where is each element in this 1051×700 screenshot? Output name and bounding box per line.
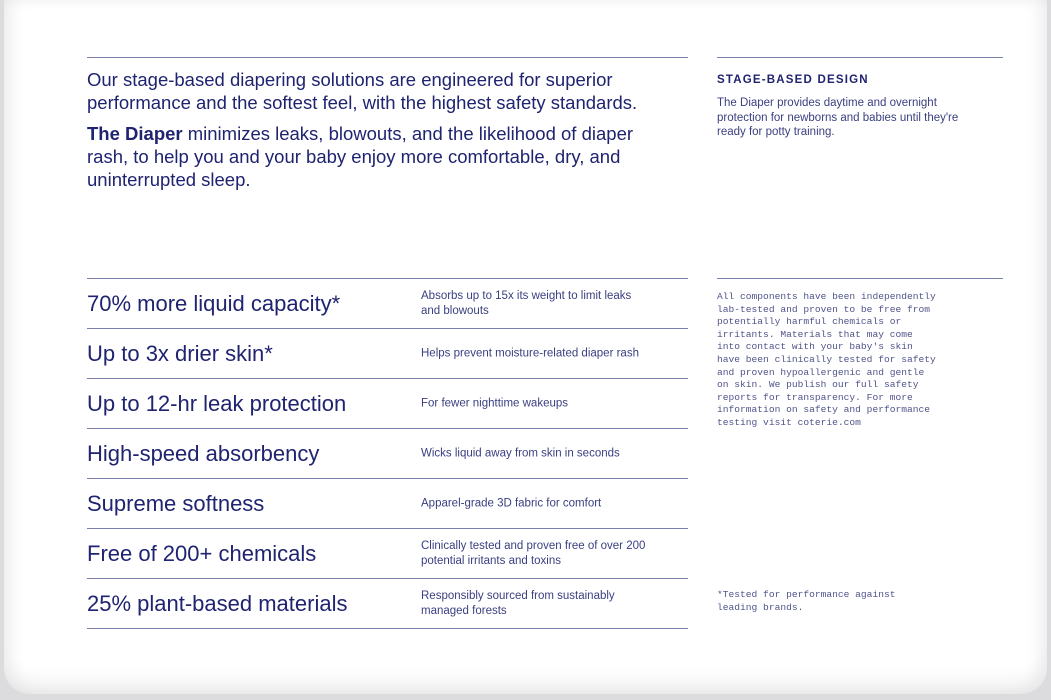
stage-based-design-title: STAGE-BASED DESIGN	[717, 74, 869, 86]
intro-paragraph-2-rest: minimizes leaks, blowouts, and the likelihood of diaper rash, to help you and your baby enjoy more comfortable, dry, and uninterrupted sleep.	[87, 123, 634, 190]
feature-row	[87, 529, 688, 579]
top-rule-left	[87, 57, 688, 58]
feature-row	[87, 579, 688, 629]
stage-based-design-text: The Diaper provides daytime and overnight protection for newborns and babies until they're ready for potty training.	[717, 97, 959, 138]
features-top-rule-right	[717, 278, 1003, 279]
feature-title: Up to 3x drier skin*	[87, 340, 273, 366]
brand-name: The Diaper	[87, 123, 183, 144]
footnote: *Tested for performance against leading brands.	[717, 589, 896, 613]
intro-text	[87, 68, 647, 191]
intro-paragraph-1: Our stage-based diapering solutions are engineered for superior performance and the softest feel, with the highest safety standards.	[87, 69, 638, 113]
feature-description: Absorbs up to 15x its weight to limit leaks and blowouts	[421, 289, 632, 317]
feature-description: Clinically tested and proven free of over 200 potential irritants and toxins	[421, 539, 646, 567]
feature-description: Responsibly sourced from sustainably managed forests	[421, 589, 615, 617]
feature-row	[87, 279, 688, 329]
feature-title: Up to 12-hr leak protection	[87, 390, 347, 416]
feature-description: Helps prevent moisture-related diaper rash	[421, 347, 639, 359]
feature-title: Free of 200+ chemicals	[87, 540, 317, 566]
feature-description: Apparel-grade 3D fabric for comfort	[421, 497, 602, 509]
feature-row	[87, 329, 688, 379]
package-panel	[4, 0, 1047, 694]
feature-title: 25% plant-based materials	[87, 590, 348, 616]
feature-title: 70% more liquid capacity*	[87, 290, 341, 316]
top-rule-right	[717, 57, 1003, 58]
feature-row	[87, 479, 688, 529]
intro-paragraph-2	[87, 122, 647, 191]
feature-row	[87, 379, 688, 429]
feature-list	[87, 279, 688, 629]
feature-description: Wicks liquid away from skin in seconds	[421, 447, 620, 459]
safety-statement: All components have been independently lab-tested and proven to be free from potentially harmful chemicals or irritants. Materials that may come into contact with your baby's skin have been clinically tested for safety and proven hypoallergenic and gentle on skin. We publish our full safety reports for transparency. For more information on safety and performance testing visit coterie.com	[717, 291, 936, 428]
feature-title: High-speed absorbency	[87, 440, 320, 466]
feature-row	[87, 429, 688, 479]
feature-description: For fewer nighttime wakeups	[421, 397, 569, 409]
feature-title: Supreme softness	[87, 490, 265, 516]
